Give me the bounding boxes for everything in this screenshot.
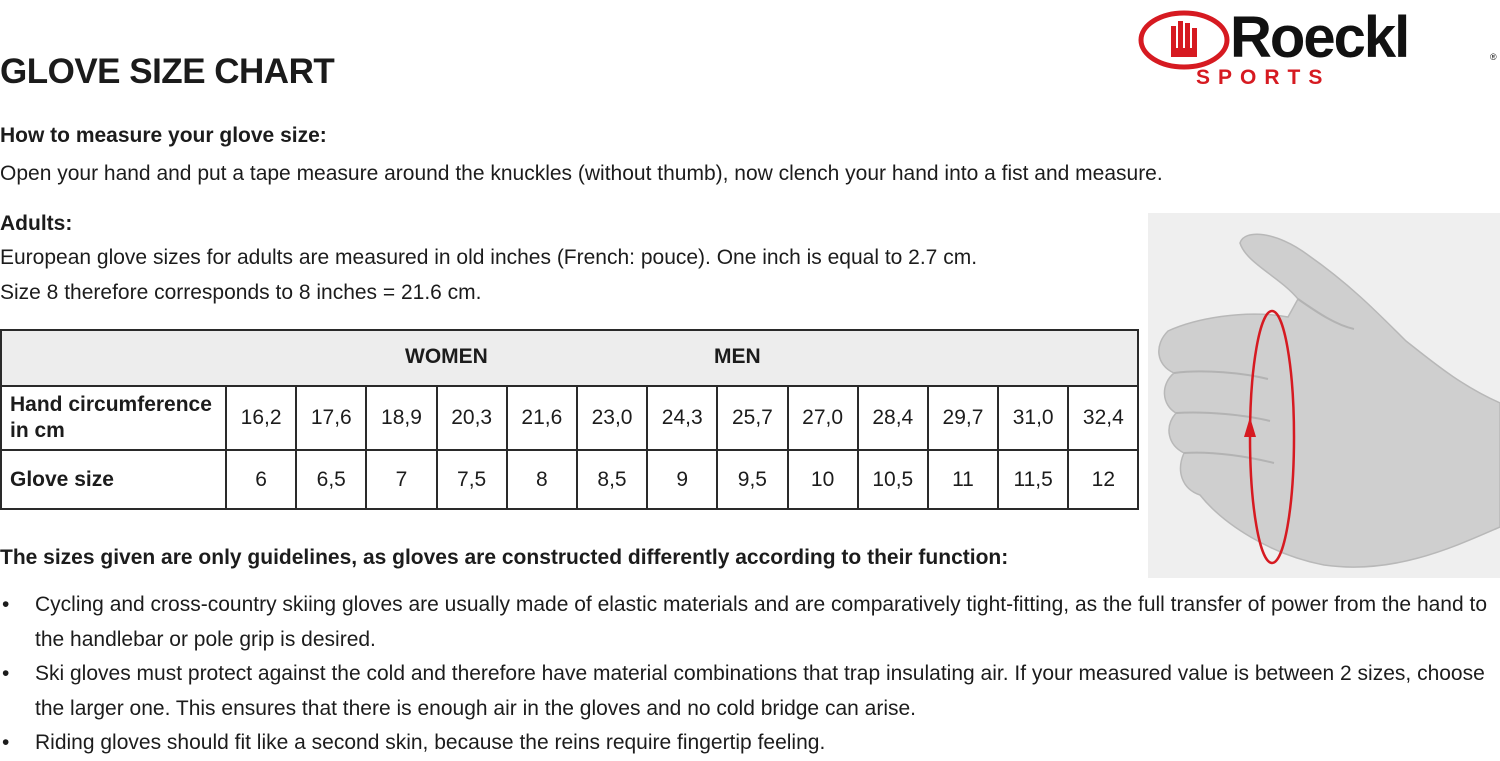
logo-subtitle: SPORTS: [1196, 66, 1331, 89]
table-cell: 28,4: [858, 386, 928, 450]
table-cell: 17,6: [296, 386, 366, 450]
table-cell: 20,3: [437, 386, 507, 450]
hand-illustration-icon: [1148, 213, 1500, 578]
list-item: • Ski gloves must protect against the cold and therefore have material combinations that trap insulating air. If your measured value is between 2 sizes, choose the larger one. This ensures that there is enough air in the gloves and no cold bridge can arise.: [0, 657, 1500, 726]
table-cell: 8: [507, 450, 577, 509]
table-cell: 11: [928, 450, 998, 509]
glove-size-label: Glove size: [1, 450, 226, 509]
table-cell: 6,5: [296, 450, 366, 509]
table-cell: 32,4: [1068, 386, 1138, 450]
table-cell: 29,7: [928, 386, 998, 450]
table-cell: 7: [366, 450, 436, 509]
page-title: GLOVE SIZE CHART: [0, 52, 335, 91]
table-cell: 18,9: [366, 386, 436, 450]
logo-wordmark: Roeckl: [1230, 5, 1409, 70]
guidelines-list: [0, 588, 1500, 761]
table-cell: 31,0: [998, 386, 1068, 450]
glove-size-table: [0, 329, 1139, 510]
table-cell: 6: [226, 450, 296, 509]
measure-heading: How to measure your glove size:: [0, 124, 327, 147]
hand-measurement-image: [1148, 213, 1500, 578]
circumference-label: Hand circumference in cm: [1, 386, 226, 450]
table-cell: 23,0: [577, 386, 647, 450]
table-cell: 16,2: [226, 386, 296, 450]
measure-text: Open your hand and put a tape measure around the knuckles (without thumb), now clench your hand into a fist and measure.: [0, 162, 1163, 185]
table-cell: 9: [647, 450, 717, 509]
women-label: WOMEN: [405, 345, 488, 368]
table-cell: 10,5: [858, 450, 928, 509]
table-cell: 7,5: [437, 450, 507, 509]
table-header-row: [1, 330, 1138, 386]
men-label: MEN: [714, 345, 761, 368]
table-cell: 24,3: [647, 386, 717, 450]
table-cell: 10: [788, 450, 858, 509]
table-cell: 25,7: [717, 386, 787, 450]
table-cell: 12: [1068, 450, 1138, 509]
list-item: • Riding gloves should fit like a second skin, because the reins require fingertip feeling.: [0, 726, 1500, 761]
guidelines-heading: The sizes given are only guidelines, as gloves are constructed differently according to their function:: [0, 546, 1009, 569]
glove-logo-icon: [1138, 10, 1230, 70]
brand-logo: [1138, 5, 1498, 92]
list-item: • Cycling and cross-country skiing gloves are usually made of elastic materials and are comparatively tight-fitting, as the full transfer of power from the hand to the handlebar or pole grip is desired.: [0, 588, 1500, 657]
table-cell: 8,5: [577, 450, 647, 509]
adults-text-line1: European glove sizes for adults are measured in old inches (French: pouce). One inch is equal to 2.7 cm.: [0, 246, 978, 269]
table-cell: 9,5: [717, 450, 787, 509]
table-row-glove-size: [1, 450, 1138, 509]
table-cell: 27,0: [788, 386, 858, 450]
table-row-circumference: [1, 386, 1138, 450]
table-header-cell: [1, 330, 1138, 386]
registered-mark: ®: [1490, 52, 1497, 62]
adults-text-line2: Size 8 therefore corresponds to 8 inches = 21.6 cm.: [0, 281, 482, 304]
table-cell: 21,6: [507, 386, 577, 450]
table-cell: 11,5: [998, 450, 1068, 509]
adults-heading: Adults:: [0, 212, 73, 235]
